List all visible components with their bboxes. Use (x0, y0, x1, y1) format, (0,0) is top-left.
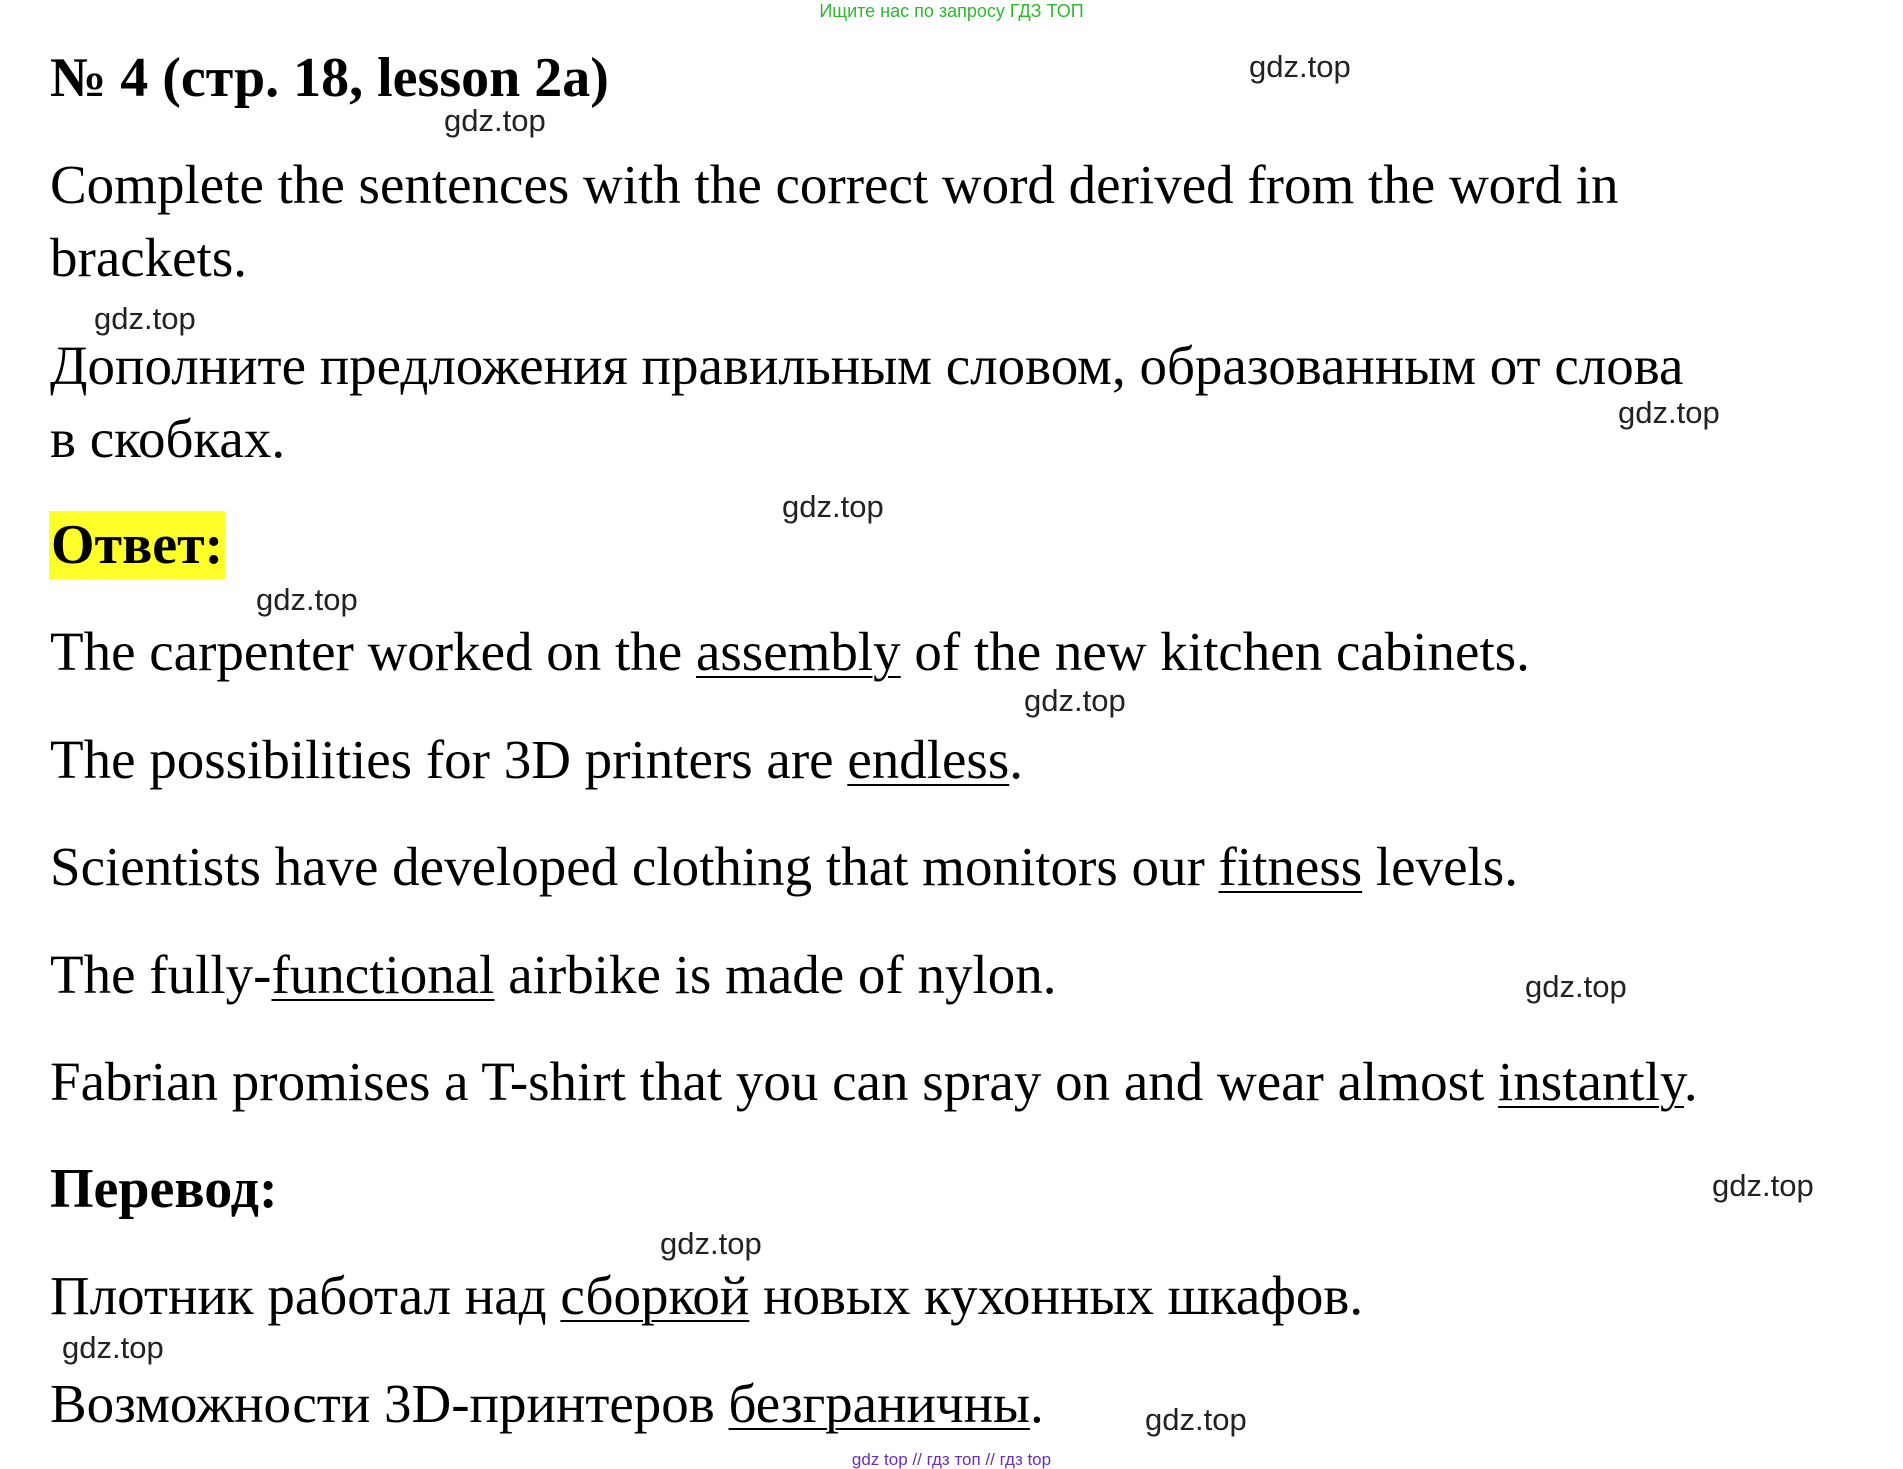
watermark: gdz.top (1024, 683, 1126, 718)
answer-1-word: assembly (695, 621, 901, 682)
translation-2-word: безграничны (728, 1373, 1030, 1434)
translation-label: Перевод: (50, 1158, 278, 1220)
bottom-banner: gdz top // гдз топ // гдз top (851, 1450, 1052, 1469)
translation-2-before: Возможности 3D-принтеров (50, 1373, 729, 1434)
watermark: gdz.top (1712, 1168, 1814, 1203)
translation-sentence-1 (50, 1264, 1363, 1328)
task-ru-line-2: в скобках. (50, 408, 286, 469)
answer-5-before: Fabrian promises a T-shirt that you can spray on and wear almost (50, 1051, 1499, 1112)
answer-5-after: . (1683, 1051, 1698, 1112)
answer-2-word: endless (847, 729, 1010, 790)
answer-4-after: airbike is made of nylon. (494, 944, 1057, 1005)
watermark: gdz.top (444, 103, 546, 138)
answer-3-after: levels. (1362, 836, 1518, 897)
watermark: gdz.top (1525, 969, 1627, 1004)
task-ru-line-1: Дополните предложения правильным словом, образованным от слова (50, 335, 1684, 396)
watermark: gdz.top (1249, 49, 1351, 84)
translation-1-before: Плотник работал над (50, 1265, 561, 1326)
answer-sentence-4 (50, 943, 1057, 1007)
translation-sentence-2 (50, 1372, 1044, 1436)
answer-3-before: Scientists have developed clothing that monitors our (50, 836, 1219, 897)
page-title: № 4 (стр. 18, lesson 2a) (50, 47, 609, 109)
answer-sentence-1 (50, 620, 1530, 684)
watermark: gdz.top (1618, 395, 1720, 430)
answer-sentence-2 (50, 728, 1023, 792)
answer-1-after: of the new kitchen cabinets. (900, 621, 1530, 682)
translation-1-word: сборкой (560, 1265, 750, 1326)
top-banner: Ищите нас по запросу ГДЗ ТОП (819, 1, 1084, 21)
watermark: gdz.top (782, 489, 884, 524)
watermark: gdz.top (62, 1330, 164, 1365)
answer-sentence-5 (50, 1050, 1698, 1114)
answer-5-word: instantly (1498, 1051, 1684, 1112)
task-en-line-1: Complete the sentences with the correct word derived from the word in (50, 154, 1619, 215)
translation-1-after: новых кухонных шкафов. (749, 1265, 1364, 1326)
answer-3-word: fitness (1218, 836, 1363, 897)
answer-label: Ответ: (49, 511, 225, 579)
answer-sentence-3 (50, 835, 1518, 899)
answer-4-word: functional (271, 944, 495, 1005)
watermark: gdz.top (94, 301, 196, 336)
answer-1-before: The carpenter worked on the (50, 621, 696, 682)
watermark: gdz.top (1145, 1402, 1247, 1437)
watermark: gdz.top (660, 1226, 762, 1261)
answer-2-after: . (1009, 729, 1023, 790)
translation-2-after: . (1029, 1373, 1044, 1434)
task-en-line-2: brackets. (50, 227, 247, 288)
answer-4-before: The fully- (50, 944, 272, 1005)
answer-2-before: The possibilities for 3D printers are (50, 729, 848, 790)
watermark: gdz.top (256, 582, 358, 617)
